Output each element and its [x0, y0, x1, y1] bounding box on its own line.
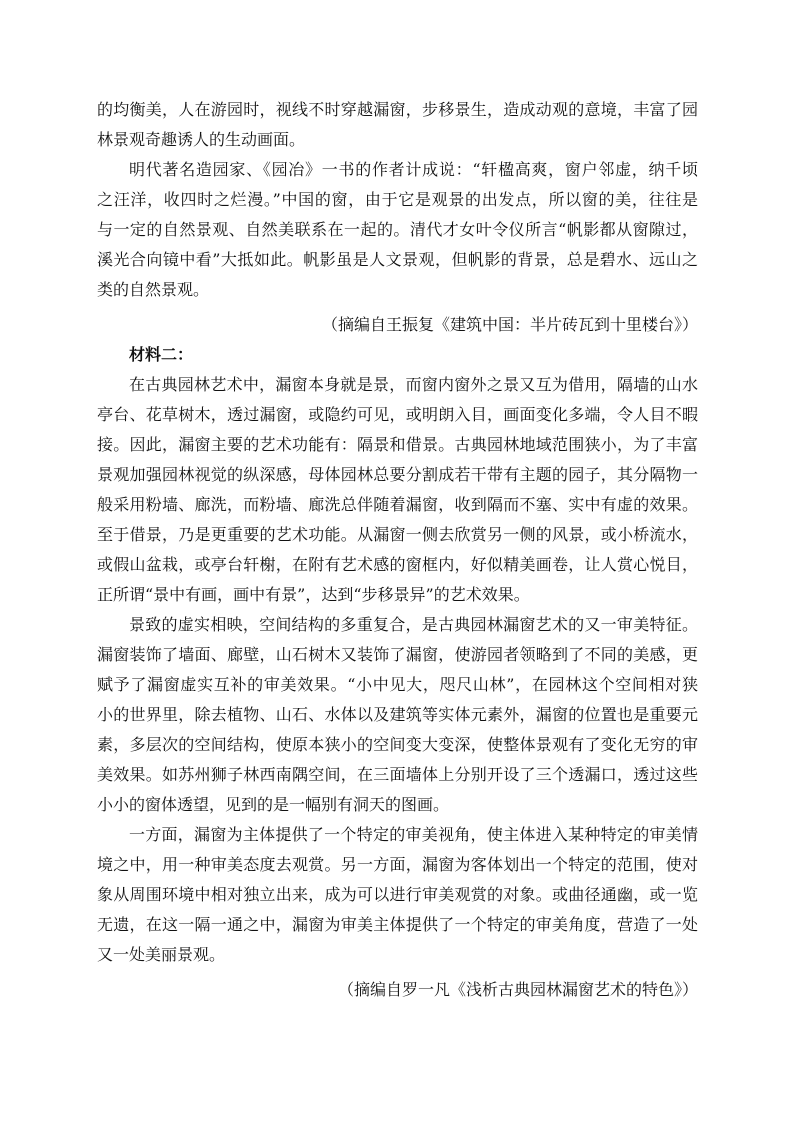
paragraph-line: 无遗，在这一隔一通之中，漏窗为审美主体提供了一个特定的审美角度，营造了一处 — [97, 915, 698, 934]
paragraph-line: 素，多层次的空间结构，使原本狭小的空间变大变深，使整体景观有了变化无穷的审 — [97, 735, 698, 754]
paragraph-line: 漏窗装饰了墙面、廊壁，山石树木又装饰了漏窗，使游园者领略到了不同的美感，更 — [97, 645, 698, 664]
paragraph-line: 类的自然景观。 — [97, 280, 210, 299]
paragraph-line: 接。因此，漏窗主要的艺术功能有：隔景和借景。古典园林地域范围狭小，为了丰富 — [97, 435, 698, 454]
paragraph-line: 溪光合向镜中看”大抵如此。帆影虽是人文景观，但帆影的背景，总是碧水、远山之 — [97, 250, 698, 269]
section-heading: 材料二： — [129, 345, 194, 364]
paragraph-line: 般采用粉墙、廊洗，而粉墙、廊洗总伴随着漏窗，收到隔而不塞、实中有虚的效果。 — [97, 495, 698, 514]
paragraph-line: 亭台、花草树木，透过漏窗，或隐约可见，或明朗入目，画面变化多端，令人目不暇 — [97, 405, 698, 424]
paragraph-line: 小小的窗体透望，见到的是一幅别有洞天的图画。 — [97, 795, 450, 814]
paragraph-line: 至于借景，乃是更重要的艺术功能。从漏窗一侧去欣赏另一侧的风景，或小桥流水， — [97, 525, 698, 544]
source-citation: （摘编自王振复《建筑中国：半片砖瓦到十里楼台》） — [321, 315, 698, 334]
paragraph-line: 美效果。如苏州狮子林西南隅空间，在三面墙体上分别开设了三个透漏口，透过这些 — [97, 765, 698, 784]
source-citation: （摘编自罗一凡《浅析古典园林漏窗艺术的特色》） — [337, 980, 698, 999]
paragraph-line: 又一处美丽景观。 — [97, 945, 226, 964]
paragraph-line: 象从周围环境中相对独立出来，成为可以进行审美观赏的对象。或曲径通幽，或一览 — [97, 885, 698, 904]
paragraph-line: 之汪洋，收四时之烂漫。”中国的窗，由于它是观景的出发点，所以窗的美，往往是 — [97, 190, 698, 209]
paragraph-line: 林景观奇趣诱人的生动画面。 — [97, 130, 306, 149]
paragraph-line: 境之中，用一种审美态度去观赏。另一方面，漏窗为客体划出一个特定的范围，使对 — [97, 855, 698, 874]
paragraph-line: 明代著名造园家、《园冶》一书的作者计成说：“轩楹高爽，窗户邻虚，纳千顷 — [129, 160, 698, 179]
paragraph-line: 在古典园林艺术中，漏窗本身就是景，而窗内窗外之景又互为借用，隔墙的山水 — [129, 375, 698, 394]
paragraph-line: 景观加强园林视觉的纵深感，母体园林总要分割成若干带有主题的园子，其分隔物一 — [97, 465, 698, 484]
paragraph-line: 一方面，漏窗为主体提供了一个特定的审美视角，使主体进入某种特定的审美情 — [129, 825, 698, 844]
paragraph-line: 景致的虚实相映，空间结构的多重复合，是古典园林漏窗艺术的又一审美特征。 — [129, 615, 698, 634]
paragraph-line: 正所谓“景中有画，画中有景”，达到“步移景异”的艺术效果。 — [97, 585, 530, 604]
paragraph-line: 小的世界里，除去植物、山石、水体以及建筑等实体元素外，漏窗的位置也是重要元 — [97, 705, 698, 724]
paragraph-line: 或假山盆栽，或亭台轩榭，在附有艺术感的窗框内，好似精美画卷，让人赏心悦目， — [97, 555, 698, 574]
paragraph-line: 与一定的自然景观、自然美联系在一起的。清代才女叶令仪所言“帆影都从窗隙过， — [97, 220, 698, 239]
paragraph-line: 赋予了漏窗虚实互补的审美效果。“小中见大，咫尺山林”，在园林这个空间相对狭 — [97, 675, 698, 694]
paragraph-line: 的均衡美，人在游园时，视线不时穿越漏窗，步移景生，造成动观的意境，丰富了园 — [97, 100, 698, 119]
